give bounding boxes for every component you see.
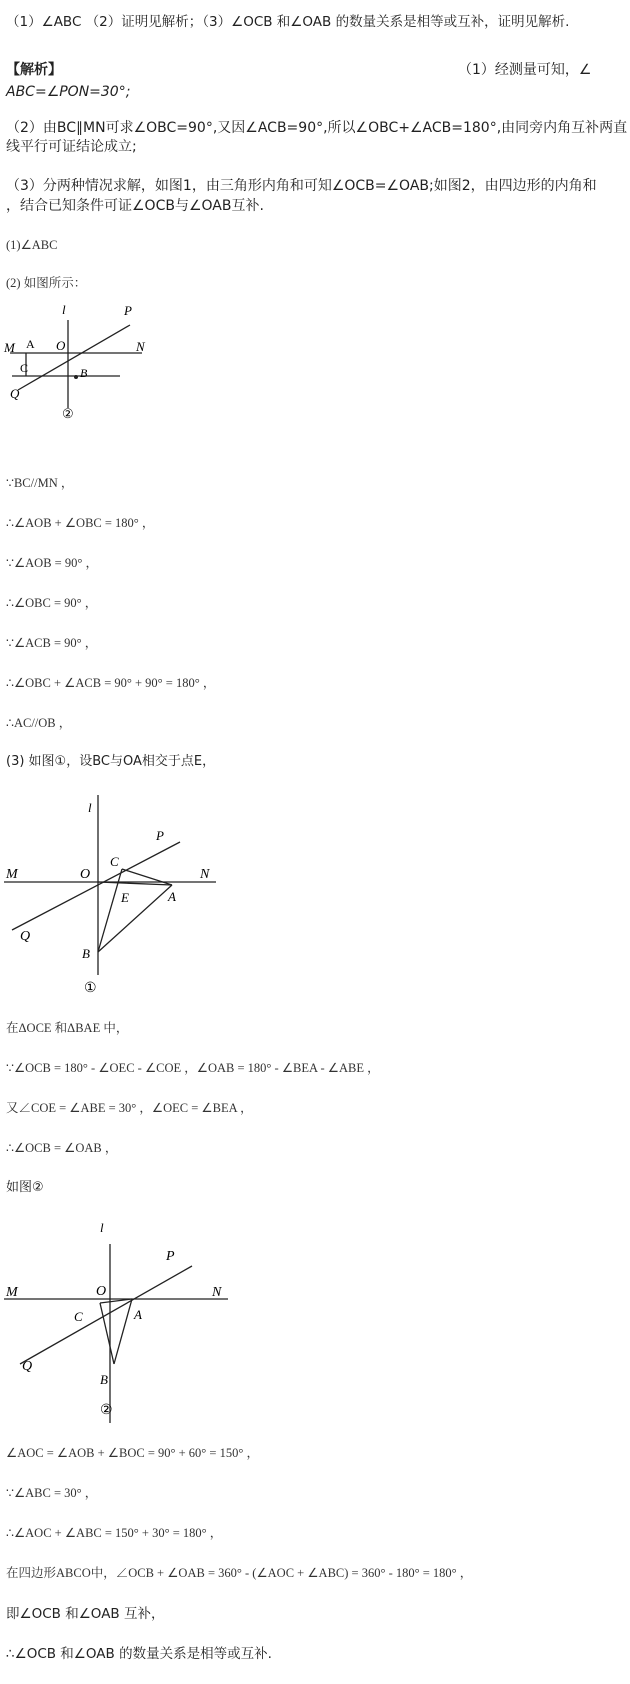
figure-2-diagram — [0, 1218, 240, 1438]
label-C: C — [20, 361, 29, 375]
part2-step-5: ∵∠ACB = 90° ， — [6, 636, 98, 650]
label-l: l — [62, 302, 66, 317]
label-M: M — [4, 340, 15, 355]
analysis-p2-line2: 线平行可证结论成立; — [6, 139, 137, 155]
label-O: O — [56, 338, 66, 353]
part3-fig2-step-4: 在四边形ABCO中，∠OCB + ∠OAB = 360° - (∠AOC + ∠ABC) = 360° - 180° = 180° ， — [6, 1566, 473, 1580]
part3-fig2-step-2: ∵∠ABC = 30° ， — [6, 1486, 98, 1500]
label-M: M — [6, 1285, 18, 1300]
part3-fig1-step-3: 又∠COE = ∠ABE = 30° ，∠OEC = ∠BEA ， — [6, 1101, 253, 1115]
label-P: P — [124, 303, 132, 318]
label-l: l — [100, 1220, 104, 1235]
label-N: N — [212, 1285, 222, 1300]
analysis-p1-line2: ABC=∠PON=30°; — [6, 84, 131, 100]
label-O: O — [96, 1284, 107, 1299]
label-A: A — [168, 889, 176, 904]
part2-step-2: ∴∠AOB + ∠OBC = 180° ， — [6, 516, 155, 530]
part3-conclusion: ∴∠OCB 和∠OAB 的数量关系是相等或互补. — [6, 1646, 272, 1662]
label-figure-number: ② — [62, 406, 74, 421]
part3-fig1-step-2: ∵∠OCB = 180° - ∠OEC - ∠COE ，∠OAB = 180° - ∠BEA - ∠ABE ， — [6, 1061, 380, 1075]
label-N: N — [200, 867, 210, 882]
part3-fig1-step-1: 在ΔOCE 和ΔBAE 中， — [6, 1021, 129, 1035]
label-C: C — [110, 854, 119, 869]
analysis-heading: 【解析】 — [6, 62, 62, 78]
part3-fig2-step-3: ∴∠AOC + ∠ABC = 150° + 30° = 180° ， — [6, 1526, 223, 1540]
label-figure-number: ① — [84, 981, 97, 996]
part2-step-3: ∵∠AOB = 90° ， — [6, 556, 98, 570]
label-Q: Q — [20, 929, 31, 944]
figure-part2-diagram — [0, 300, 170, 450]
label-B: B — [82, 946, 90, 961]
part3-intro: (3) 如图①，设BC与OA相交于点E， — [6, 754, 216, 769]
analysis-p2-line1: （2）由BC∥MN可求∠OBC=90°,又因∠ACB=90°,所以∠OBC+∠ACB=180°,由同旁内角互补两直 — [6, 120, 628, 136]
analysis-p3-line1: （3）分两种情况求解，如图1，由三角形内角和可知∠OCB=∠OAB;如图2，由四边形的内角和 — [6, 178, 597, 194]
part2-step-7: ∴AC//OB ， — [6, 716, 72, 730]
solution-part2-intro: (2) 如图所示： — [6, 276, 87, 290]
label-figure-number: ② — [100, 1403, 113, 1418]
label-A: A — [134, 1307, 142, 1322]
label-l: l — [88, 800, 92, 815]
label-B: B — [100, 1372, 108, 1387]
fig2-intro: 如图② — [6, 1180, 44, 1195]
label-E: E — [121, 890, 129, 905]
label-P: P — [166, 1249, 175, 1264]
label-N: N — [136, 339, 145, 354]
label-B: B — [80, 366, 88, 380]
part3-fig2-step-1: ∠AOC = ∠AOB + ∠BOC = 90° + 60° = 150° ， — [6, 1446, 259, 1460]
label-O: O — [80, 867, 91, 882]
analysis-p3-line2: ，结合已知条件可证∠OCB与∠OAB互补. — [6, 198, 264, 214]
figure-1-diagram — [0, 790, 230, 1000]
solution-part1: (1)∠ABC — [6, 238, 58, 252]
analysis-p1-right: （1）经测量可知，∠ — [458, 62, 592, 78]
part3-fig1-step-4: ∴∠OCB = ∠OAB ， — [6, 1141, 118, 1155]
part2-step-1: ∵BC//MN ， — [6, 476, 74, 490]
label-P: P — [156, 828, 164, 843]
part3-fig2-step-5: 即∠OCB 和∠OAB 互补， — [6, 1606, 165, 1622]
answer-summary: （1）∠ABC （2）证明见解析；（3）∠OCB 和∠OAB 的数量关系是相等或互补，证明见解析. — [6, 14, 570, 30]
label-M: M — [6, 867, 18, 882]
label-Q: Q — [10, 386, 20, 401]
label-Q: Q — [22, 1359, 33, 1374]
part2-step-6: ∴∠OBC + ∠ACB = 90° + 90° = 180° ， — [6, 676, 216, 690]
part2-step-4: ∴∠OBC = 90° ， — [6, 596, 98, 610]
label-C: C — [74, 1309, 83, 1324]
label-A: A — [26, 337, 35, 351]
